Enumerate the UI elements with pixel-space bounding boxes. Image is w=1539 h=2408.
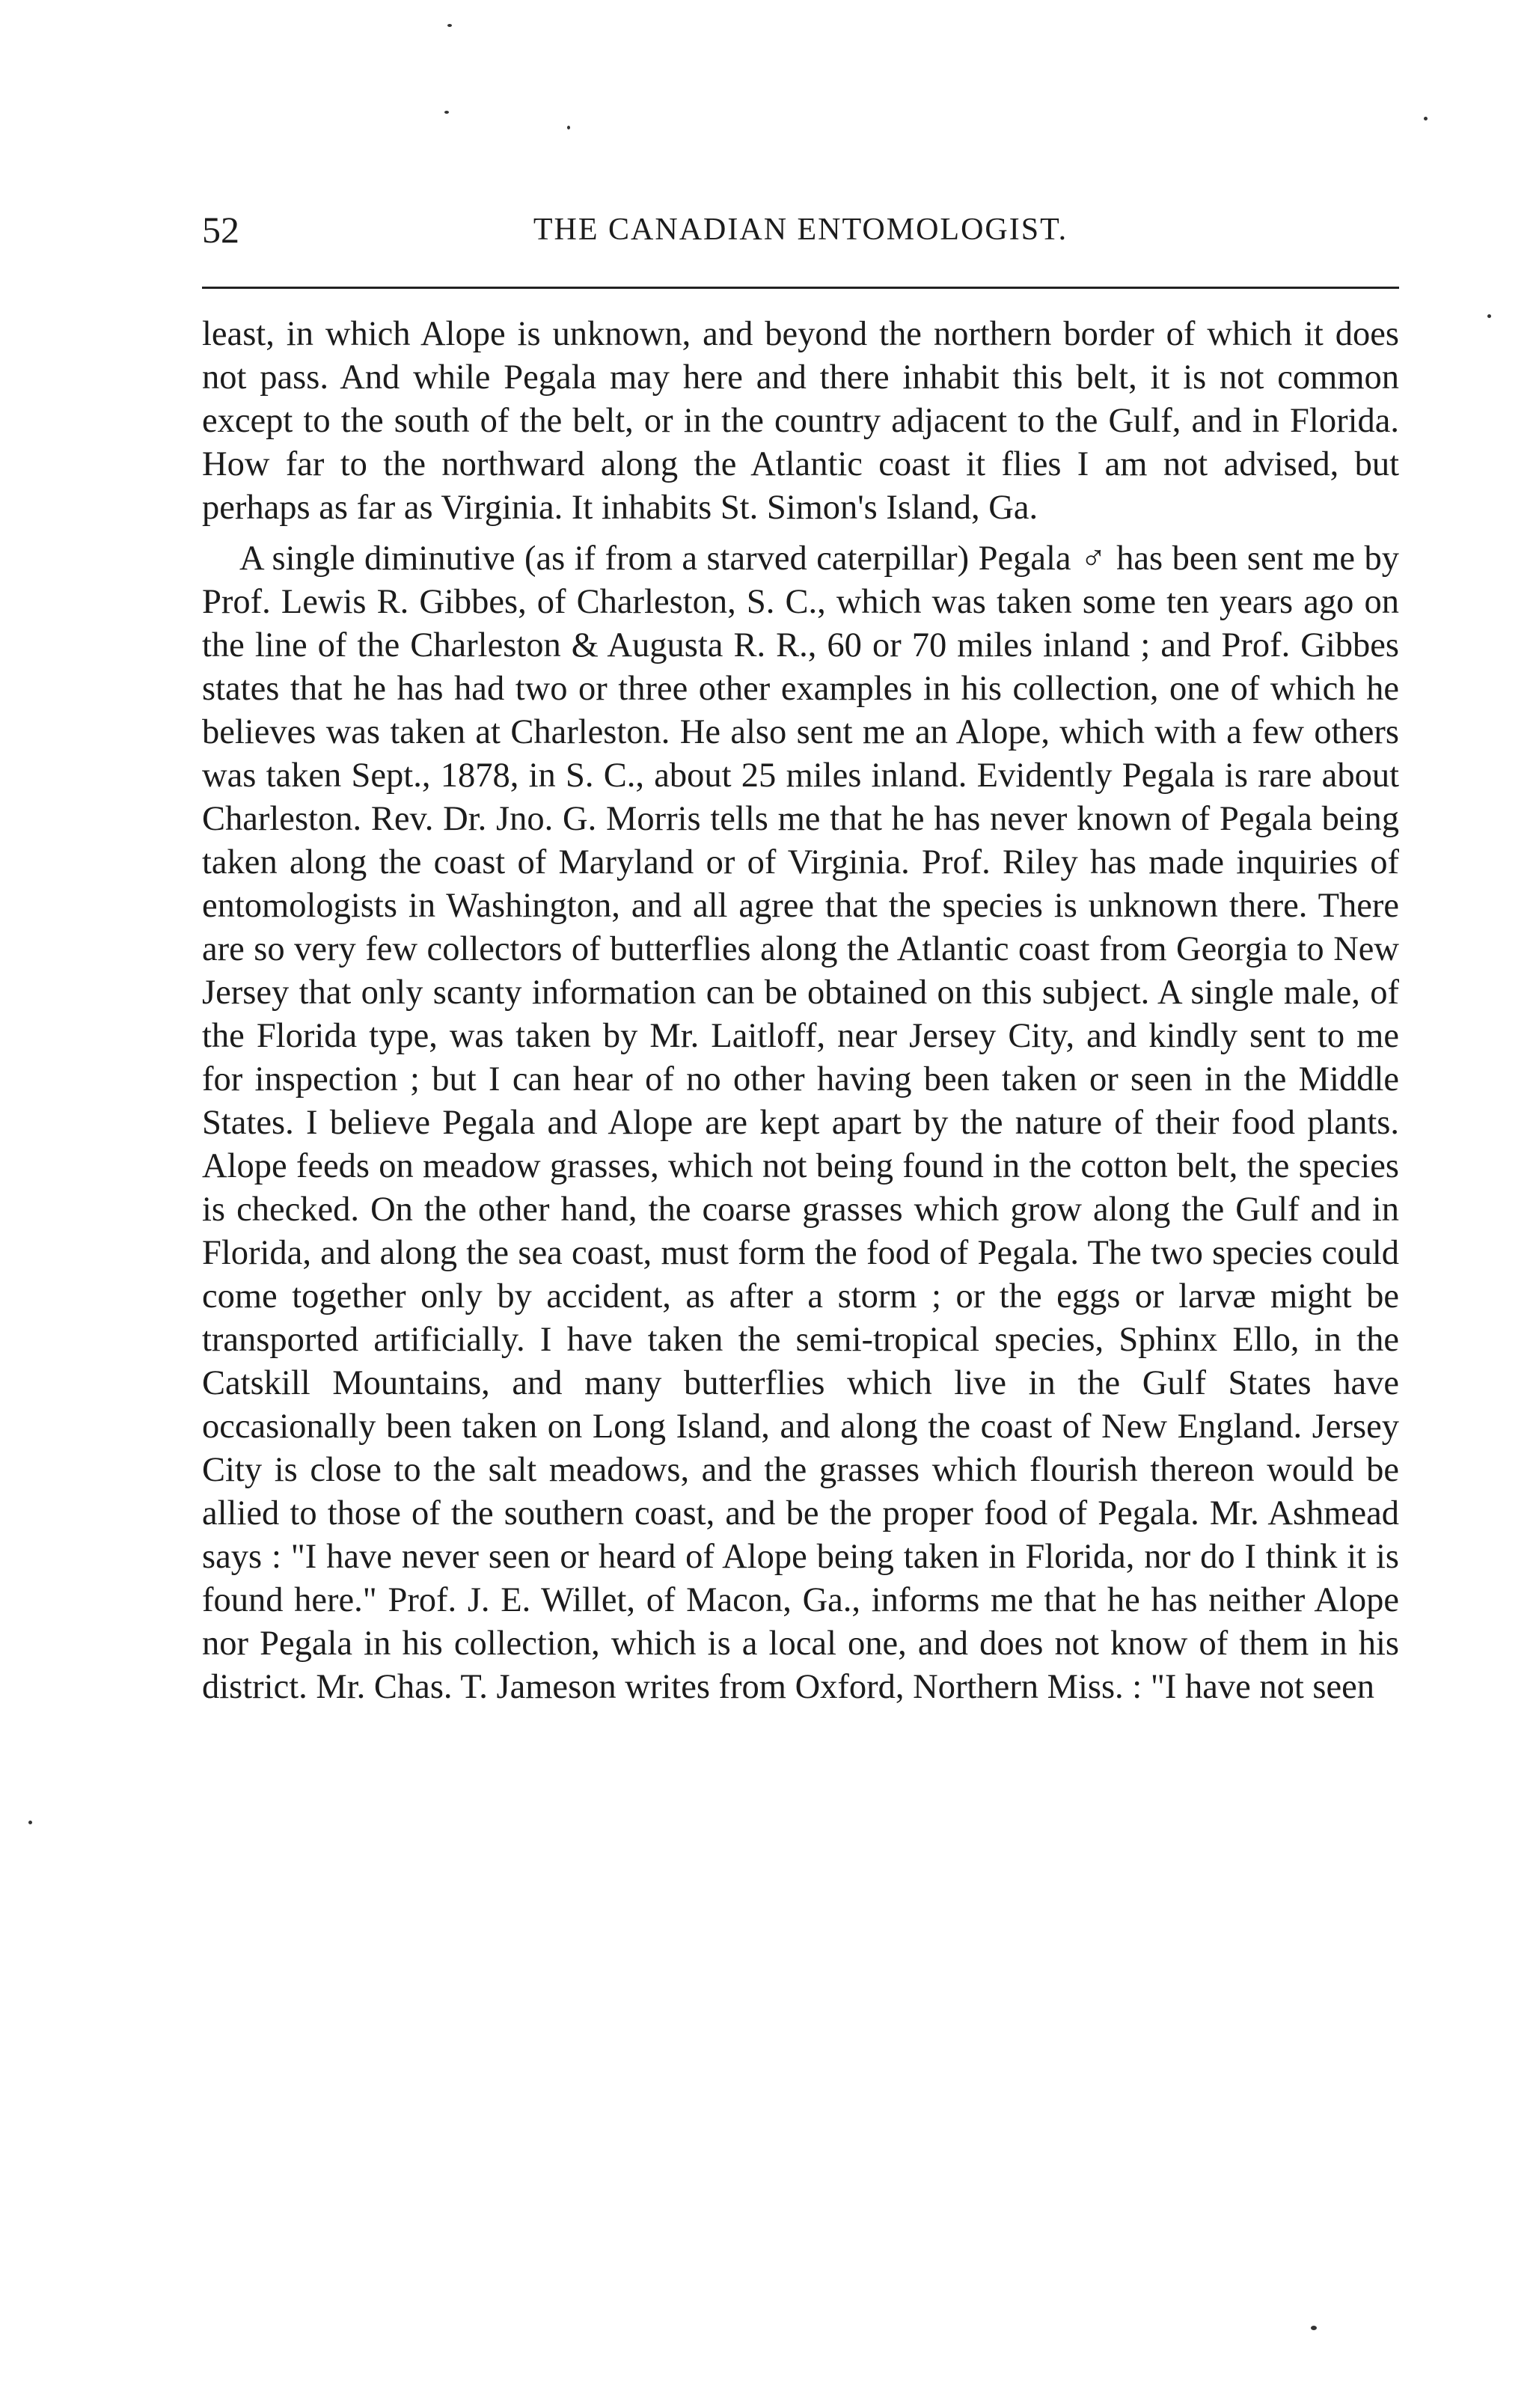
page-header — [202, 204, 1399, 256]
scan-speck — [1311, 2326, 1317, 2330]
page-number: 52 — [202, 209, 239, 251]
paragraph: A single diminutive (as if from a starved caterpillar) Pegala ♂ has been sent me by Prof. Lewis R. Gibbes, of Charleston, S. C., which was taken some ten years ago on the line of the Charleston & Augusta R. R., 60 or 70 miles inland ; and Prof. Gibbes states that he has had two or three other examples in his collection, one of which he believes was taken at Charleston. He also sent me an Alope, which with a few others was taken Sept., 1878, in S. C., about 25 miles inland. Evidently Pegala is rare about Charleston. Rev. Dr. Jno. G. Morris tells me that he has never known of Pegala being taken along the coast of Maryland or of Virginia. Prof. Riley has made inquiries of entomologists in Washington, and all agree that the species is unknown there. There are so very few collectors of butterflies along the Atlantic coast from Georgia to New Jersey that only scanty information can be obtained on this subject. A single male, of the Florida type, was taken by Mr. Laitloff, near Jersey City, and kindly sent to me for inspection ; but I can hear of no other having been taken or seen in the Middle States. I believe Pegala and Alope are kept apart by the nature of their food plants. Alope feeds on meadow grasses, which not being found in the cotton belt, the species is checked. On the other hand, the coarse grasses which grow along the Gulf and in Florida, and along the sea coast, must form the food of Pegala. The two species could come together only by accident, as after a storm ; or the eggs or larvæ might be transported artificially. I have taken the semi-tropical species, Sphinx Ello, in the Catskill Mountains, and many butterflies which live in the Gulf States have occasionally been taken on Long Island, and along the coast of New England. Jersey City is close to the salt meadows, and the grasses which flourish thereon would be allied to those of the southern coast, and be the proper food of Pegala. Mr. Ashmead says : "I have never seen or heard of Alope being taken in Florida, nor do I think it is found here." Prof. J. E. Willet, of Macon, Ga., informs me that he has neither Alope nor Pegala in his collection, which is a local one, and does not know of them in his district. Mr. Chas. T. Jameson writes from Oxford, Northern Miss. : "I have not seen — [202, 540, 1399, 1706]
scan-speck — [567, 126, 570, 129]
header-rule — [202, 287, 1399, 289]
scan-speck — [447, 24, 452, 27]
scan-speck — [1487, 314, 1491, 318]
running-title: THE CANADIAN ENTOMOLOGIST. — [533, 213, 1068, 247]
scan-speck — [28, 1821, 32, 1824]
scan-speck — [444, 111, 449, 114]
scan-speck — [1424, 117, 1428, 120]
body-text — [202, 313, 1399, 1717]
paragraph: least, in which Alope is unknown, and beyond the northern border of which it does not pass. And while Pegala may here and there inhabit this belt, it is not common except to the south of the belt, or in the country adjacent to the Gulf, and in Florida. How far to the northward along the Atlantic coast it flies I am not advised, but perhaps as far as Virginia. It inhabits St. Simon's Island, Ga. — [202, 315, 1399, 527]
